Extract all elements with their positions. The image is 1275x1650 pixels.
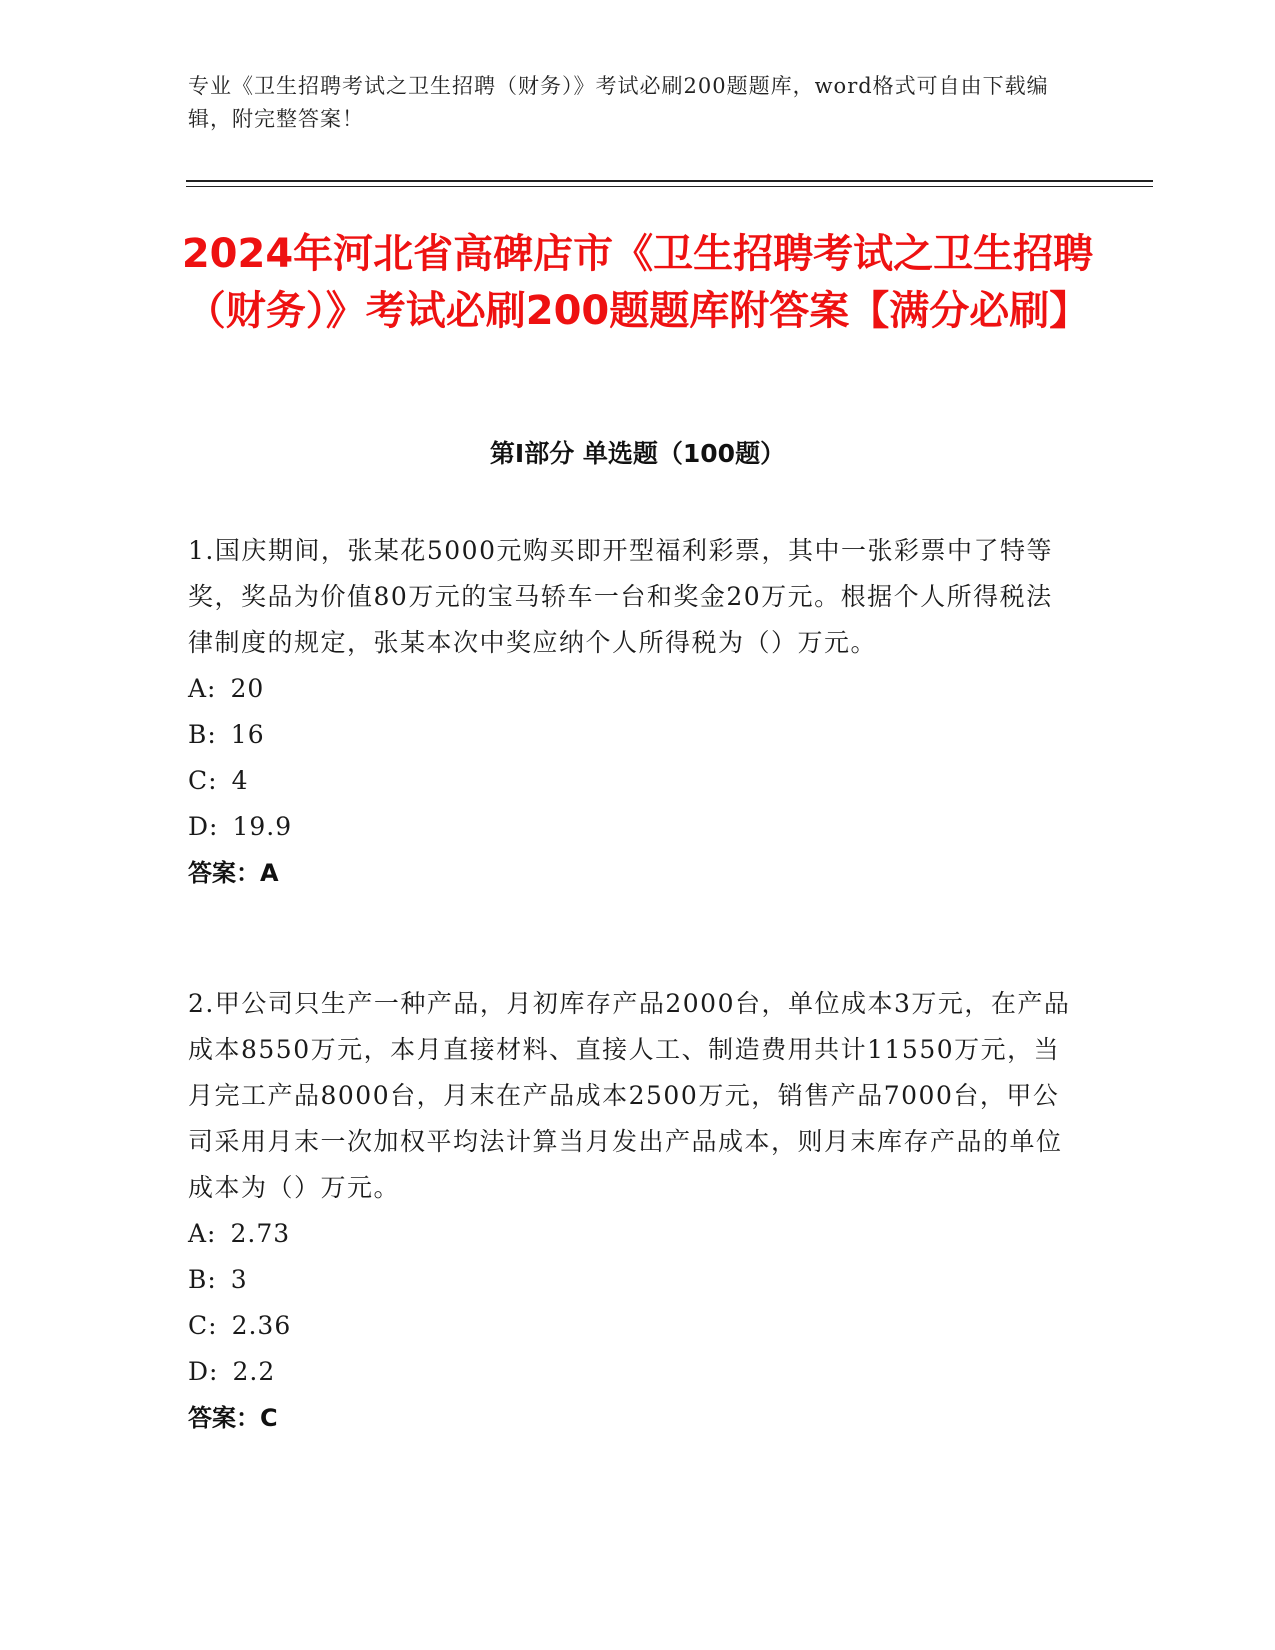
option-key: B: xyxy=(188,720,217,749)
answer-line: 答案：C xyxy=(188,1404,278,1432)
header-divider-thin xyxy=(186,186,1153,187)
option-key: B: xyxy=(188,1265,217,1294)
option-value: 4 xyxy=(231,766,249,795)
option-value: 19.9 xyxy=(232,812,293,841)
option-c xyxy=(188,1303,1078,1349)
option-value: 2.36 xyxy=(231,1311,292,1340)
question-2 xyxy=(188,981,1078,1441)
option-b xyxy=(188,1257,1078,1303)
option-d xyxy=(188,1349,1078,1395)
option-key: C: xyxy=(188,1311,218,1340)
section-title: 第Ⅰ部分 单选题（100题） xyxy=(489,439,786,468)
option-value: 3 xyxy=(230,1265,248,1294)
header-divider-thick xyxy=(186,180,1153,182)
option-d xyxy=(188,804,1078,850)
option-value: 16 xyxy=(230,720,265,749)
question-stem: 1.国庆期间，张某花5000元购买即开型福利彩票，其中一张彩票中了特等奖，奖品为价值80万元的宝马轿车一台和奖金20万元。根据个人所得税法律制度的规定，张某本次中奖应纳个人所得税为（）万元。 xyxy=(188,536,1053,657)
option-key: C: xyxy=(188,766,218,795)
option-key: A: xyxy=(188,1219,217,1248)
header-note: 专业《卫生招聘考试之卫生招聘（财务）》考试必刷200题题库，word格式可自由下载编辑，附完整答案！ xyxy=(188,74,1049,131)
option-a xyxy=(188,1211,1078,1257)
option-a xyxy=(188,666,1078,712)
option-c xyxy=(188,758,1078,804)
option-value: 2.73 xyxy=(230,1219,291,1248)
option-value: 2.2 xyxy=(232,1357,276,1386)
question-stem: 2.甲公司只生产一种产品，月初库存产品2000台，单位成本3万元，在产品成本8550万元，本月直接材料、直接人工、制造费用共计11550万元，当月完工产品8000台，月末在产品成本2500万元，销售产品7000台，甲公司采用月末一次加权平均法计算当月发出产品成本，则月末库存产品的单位成本为（）万元。 xyxy=(188,989,1071,1202)
option-value: 20 xyxy=(230,674,265,703)
option-b xyxy=(188,712,1078,758)
option-key: D: xyxy=(188,812,219,841)
document-title: 2024年河北省高碑店市《卫生招聘考试之卫生招聘（财务）》考试必刷200题题库附答案【满分必刷】 xyxy=(181,231,1094,334)
answer-line: 答案：A xyxy=(188,859,279,887)
question-1 xyxy=(188,528,1078,896)
option-key: D: xyxy=(188,1357,219,1386)
option-key: A: xyxy=(188,674,217,703)
